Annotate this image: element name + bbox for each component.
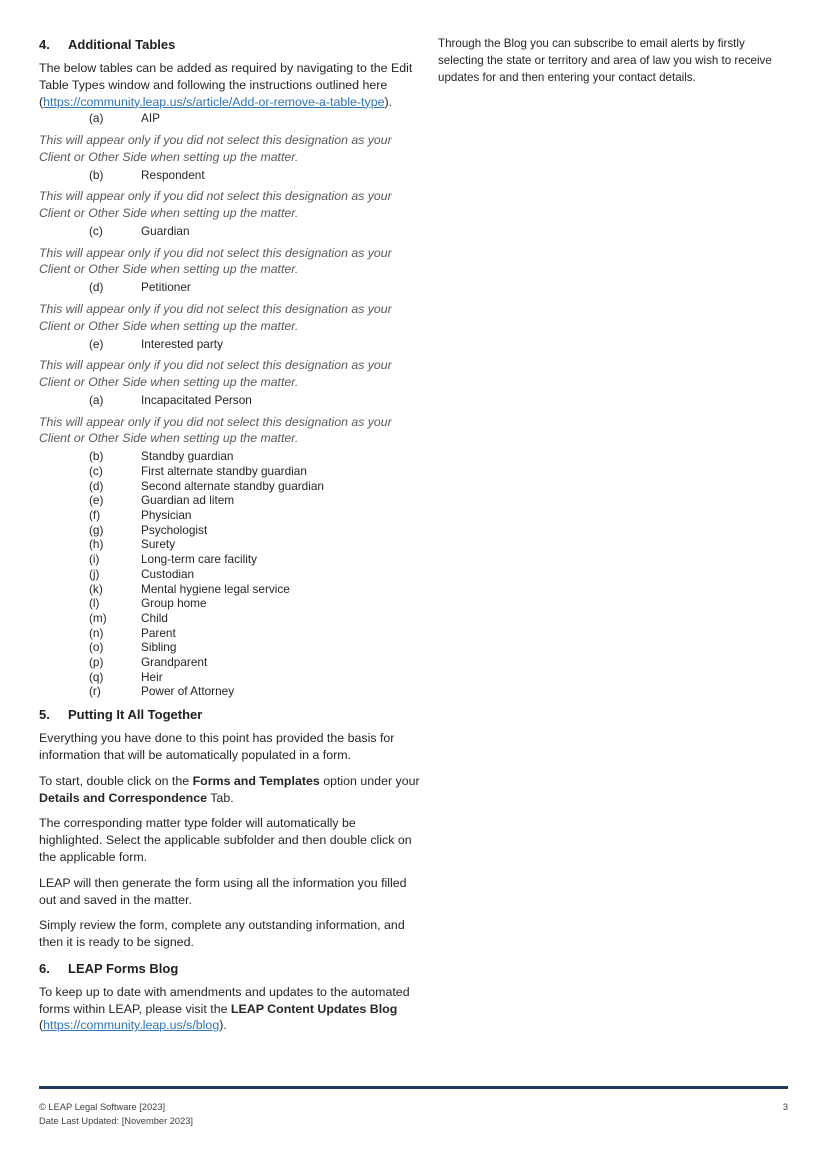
- paragraph: [39, 730, 421, 764]
- right-column: [438, 36, 790, 1043]
- italic-note: [39, 132, 421, 166]
- list-item-label: Grandparent: [141, 655, 208, 670]
- list-marker: (a): [89, 392, 104, 407]
- list-item-label: Guardian: [141, 223, 190, 238]
- list-item: [39, 111, 421, 126]
- section-heading: [39, 706, 421, 723]
- paragraph: [39, 875, 421, 909]
- text-run: Tab.: [207, 790, 234, 805]
- list-marker: (o): [89, 640, 104, 655]
- list-marker: (d): [89, 478, 104, 493]
- text-run: Everything you have done to this point has provided the basis for information that will be automatically populated in a form.: [39, 731, 395, 762]
- list-marker: (a): [89, 111, 104, 126]
- page-body: [39, 36, 790, 1043]
- list-item: [39, 280, 421, 295]
- list-item: [39, 611, 421, 626]
- list-marker: (c): [89, 463, 103, 478]
- text-run: This will appear only if you did not select this designation as your Client or Other Side when setting up the matter.: [39, 245, 392, 277]
- list-marker: (k): [89, 581, 103, 596]
- italic-note: [39, 301, 421, 335]
- text-run: This will appear only if you did not select this designation as your Client or Other Side when setting up the matter.: [39, 189, 392, 221]
- text-run: This will appear only if you did not select this designation as your Client or Other Side when setting up the matter.: [39, 414, 392, 446]
- list-item-label: Power of Attorney: [141, 684, 235, 699]
- left-column: [39, 36, 421, 1043]
- text-run: The corresponding matter type folder will automatically be highlighted. Select the applicable subfolder and then double click on the applicable form.: [39, 816, 412, 864]
- list-item: [39, 523, 421, 538]
- list-marker: (d): [89, 280, 104, 295]
- list-item-label: Heir: [141, 669, 163, 684]
- list-item: [39, 582, 421, 597]
- page-footer: [39, 1100, 788, 1128]
- list-marker: (e): [89, 493, 104, 508]
- list-item: [39, 640, 421, 655]
- list-item-label: Interested party: [141, 336, 223, 351]
- section-title: Additional Tables: [68, 37, 176, 52]
- text-run: To keep up to date with amendments and updates to the automated forms within LEAP, please visit the: [39, 984, 410, 1016]
- footer-rule: [39, 1086, 788, 1089]
- list-item: [39, 337, 421, 352]
- list-item-label: Psychologist: [141, 522, 208, 537]
- bold-text: Details and Correspondence: [39, 790, 208, 805]
- list-marker: (b): [89, 449, 104, 464]
- list-item: [39, 479, 421, 494]
- list-item: [39, 552, 421, 567]
- list-item-label: Petitioner: [141, 280, 191, 295]
- list-item: [39, 493, 421, 508]
- list-item: [39, 567, 421, 582]
- list-marker: (r): [89, 684, 101, 699]
- section-number: 6.: [39, 960, 50, 976]
- list-item: [39, 596, 421, 611]
- text-run: To start, double click on the: [39, 773, 193, 788]
- list-marker: (p): [89, 655, 104, 670]
- list-item-label: AIP: [141, 111, 161, 126]
- list-item-label: Sibling: [141, 640, 177, 655]
- list-item: [39, 393, 421, 408]
- section-title: LEAP Forms Blog: [68, 960, 179, 976]
- footer-info: [39, 1100, 193, 1128]
- text-run: option under your: [319, 773, 420, 788]
- list-item-label: Parent: [141, 625, 176, 640]
- text-run: Through the Blog you can subscribe to email alerts by firstly selecting the state or territory and area of law you wish to receive updates for and then entering your contact details.: [438, 37, 772, 84]
- paragraph: [39, 773, 421, 807]
- list-item: [39, 449, 421, 464]
- text-run: This will appear only if you did not select this designation as your Client or Other Side when setting up the matter.: [39, 301, 392, 333]
- italic-note: [39, 357, 421, 391]
- text-run: LEAP will then generate the form using all the information you filled out and saved in the matter.: [39, 875, 407, 907]
- paragraph: [39, 60, 421, 110]
- list-marker: (h): [89, 537, 104, 552]
- list-item: [39, 508, 421, 523]
- text-run: The below tables can be added as required by navigating to the Edit Table Types window and following the instructions outlined here (: [39, 61, 413, 109]
- paragraph: [39, 917, 421, 951]
- section-heading: [39, 36, 421, 53]
- list-item: [39, 655, 421, 670]
- list-marker: (b): [89, 167, 104, 182]
- list-marker: (m): [89, 610, 107, 625]
- list-marker: (e): [89, 336, 104, 351]
- bold-text: Forms and Templates: [192, 773, 320, 788]
- list-item: [39, 168, 421, 183]
- italic-note: [39, 414, 421, 448]
- text-run: ).: [219, 1018, 227, 1033]
- list-item-label: Incapacitated Person: [141, 392, 252, 407]
- list-marker: (f): [89, 507, 101, 522]
- list-marker: (q): [89, 669, 104, 684]
- page-number: 3: [782, 1102, 788, 1112]
- section-number: 4.: [39, 37, 50, 52]
- list-item-label: Child: [141, 610, 168, 625]
- list-marker: (j): [89, 566, 100, 581]
- text-run: ).: [384, 94, 393, 109]
- paragraph: [39, 984, 421, 1034]
- list-marker: (i): [89, 552, 100, 567]
- list-item: [39, 537, 421, 552]
- section-title: Putting It All Together: [68, 707, 203, 723]
- list-item-label: Custodian: [141, 566, 195, 581]
- copyright-text: © LEAP Legal Software [2023]: [39, 1102, 166, 1112]
- text-run: (: [39, 1018, 44, 1033]
- list-item: [39, 224, 421, 239]
- list-item-label: Surety: [141, 537, 176, 552]
- list-marker: (g): [89, 522, 104, 537]
- list-item-label: First alternate standby guardian: [141, 463, 307, 478]
- list-item-label: Standby guardian: [141, 449, 234, 464]
- list-item-label: Group home: [141, 596, 207, 611]
- list-item: [39, 464, 421, 479]
- list-item-label: Respondent: [141, 167, 205, 182]
- list-item-label: Second alternate standby guardian: [141, 478, 324, 493]
- italic-note: [39, 245, 421, 279]
- list-item: [39, 684, 421, 699]
- list-marker: (c): [89, 223, 103, 238]
- list-item: [39, 670, 421, 685]
- text-run: Simply review the form, complete any outstanding information, and then it is ready to be signed.: [39, 918, 405, 950]
- section-number: 5.: [39, 707, 50, 723]
- paragraph: [39, 815, 421, 865]
- list-item-label: Long-term care facility: [141, 552, 258, 567]
- text-run: This will appear only if you did not select this designation as your Client or Other Side when setting up the matter.: [39, 358, 392, 390]
- list-item-label: Mental hygiene legal service: [141, 581, 290, 596]
- italic-note: [39, 188, 421, 222]
- bold-text: LEAP Content Updates Blog: [230, 1001, 398, 1016]
- list-item-label: Physician: [141, 507, 192, 522]
- list-item-label: Guardian ad litem: [141, 493, 235, 508]
- list-item: [39, 626, 421, 641]
- paragraph: [438, 36, 790, 86]
- text-run: This will appear only if you did not select this designation as your Client or Other Side when setting up the matter.: [39, 133, 392, 164]
- list-marker: (l): [89, 596, 100, 611]
- section-heading: [39, 960, 421, 977]
- link-leap-content-updates-blog[interactable]: https://community.leap.us/s/blog: [43, 1018, 220, 1033]
- list-marker: (n): [89, 625, 104, 640]
- date-last-updated-text: Date Last Updated: [November 2023]: [39, 1116, 194, 1126]
- link-add-or-remove-a-table-type[interactable]: https://community.leap.us/s/article/Add-or-remove-a-table-type: [43, 94, 385, 109]
